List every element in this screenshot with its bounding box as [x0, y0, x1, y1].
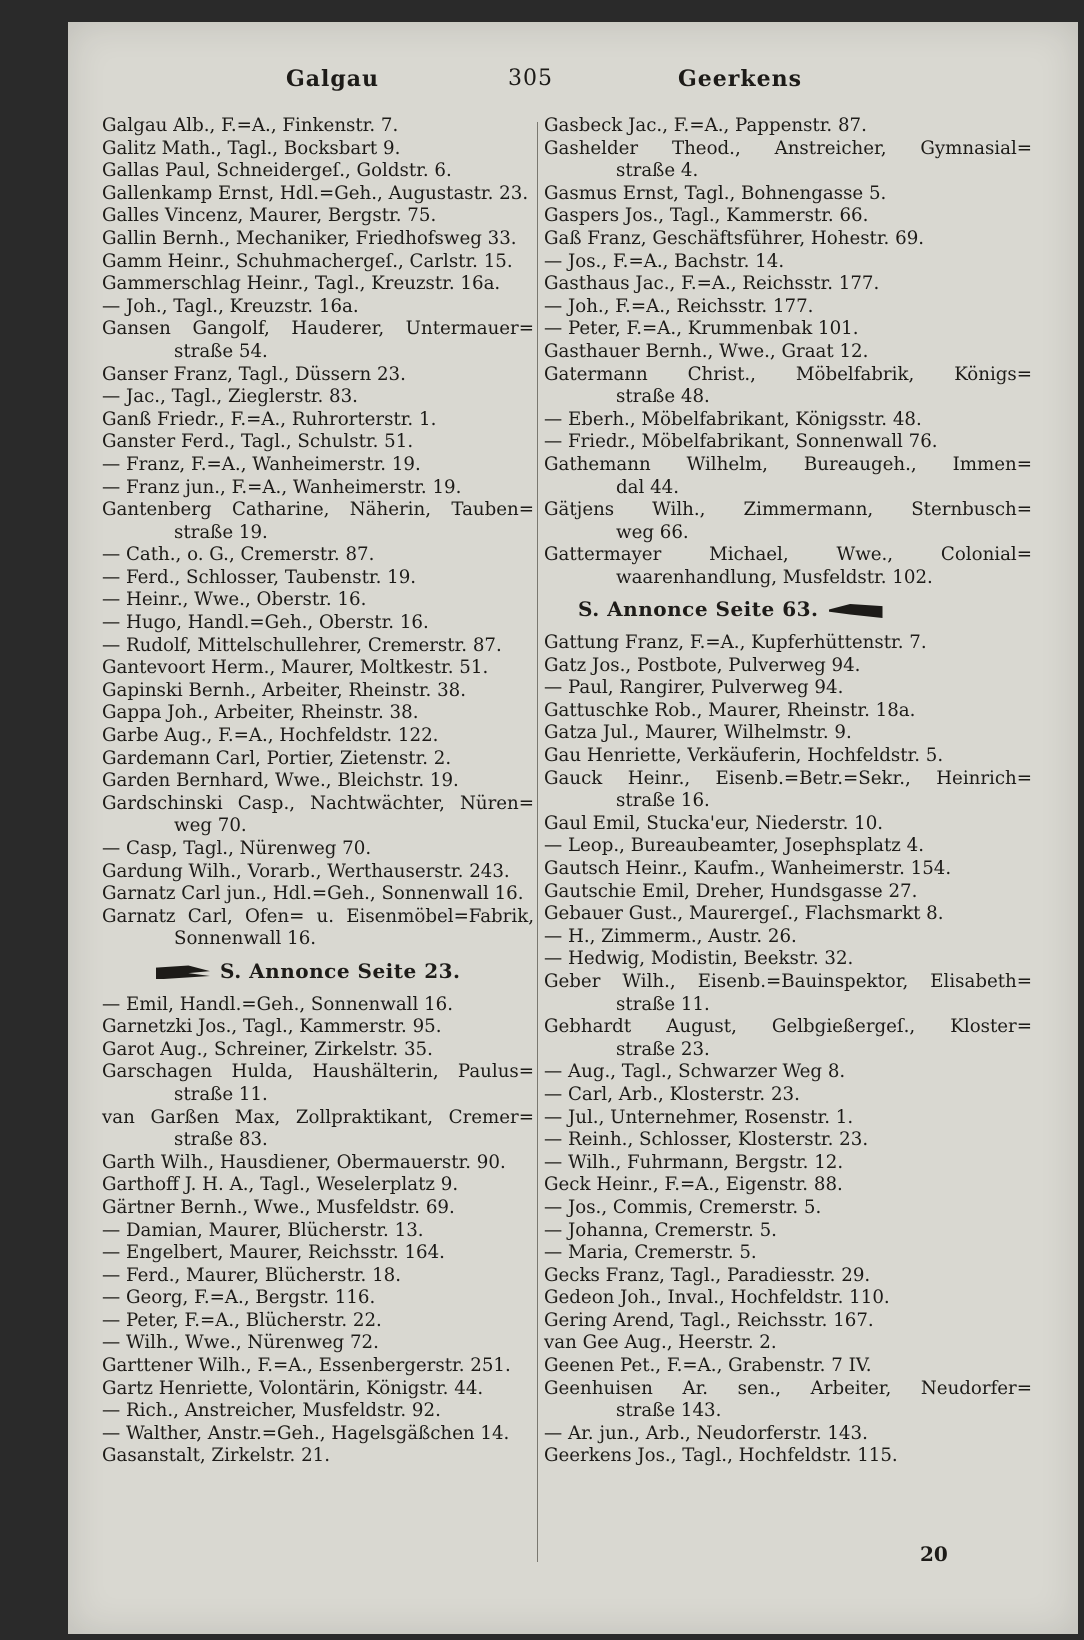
directory-entry: Garden Bernhard, Wwe., Bleichstr. 19.: [102, 770, 459, 792]
directory-entry: — Paul, Rangirer, Pulverweg 94.: [544, 677, 844, 699]
directory-entry: Gätjens Wilh., Zimmermann, Sternbusch=: [544, 499, 1032, 521]
directory-entry: van Garßen Max, Zollpraktikant, Cremer=: [102, 1106, 534, 1128]
directory-entry: — Rich., Anstreicher, Musfeldstr. 92.: [102, 1400, 441, 1422]
directory-entry: — Georg, F.=A., Bergstr. 116.: [102, 1287, 376, 1309]
directory-entry: — Ferd., Schlosser, Taubenstr. 19.: [102, 566, 417, 588]
right-annonce-text: S. Annonce Seite 63.: [578, 597, 819, 622]
footer-page-number: 20: [920, 1542, 948, 1566]
directory-entry-continuation: weg 70.: [174, 815, 247, 837]
directory-entry: — Rudolf, Mittelschullehrer, Cremerstr. 87.: [102, 634, 502, 656]
right-entries-after: [544, 632, 1032, 1468]
directory-entry: Garnatz Carl, Ofen= u. Eisenmöbel=Fabrik,: [102, 905, 534, 927]
directory-entry: — Ferd., Maurer, Blücherstr. 18.: [102, 1264, 402, 1286]
directory-entry: Gathemann Wilhelm, Bureaugeh., Immen=: [544, 453, 1032, 475]
directory-entry: Gardemann Carl, Portier, Zietenstr. 2.: [102, 747, 452, 769]
directory-entry: — Franz jun., F.=A., Wanheimerstr. 19.: [102, 476, 462, 498]
directory-entry: Gappa Joh., Arbeiter, Rheinstr. 38.: [102, 702, 419, 724]
header-page-number: 305: [508, 66, 553, 91]
directory-entry-continuation: straße 23.: [616, 1038, 710, 1060]
directory-entry: Gebhardt August, Gelbgießergeſ., Kloster=: [544, 1016, 1032, 1038]
directory-entry: — Peter, F.=A., Blücherstr. 22.: [102, 1309, 382, 1331]
directory-entry: — Peter, F.=A., Krummenbak 101.: [544, 318, 859, 340]
left-entries-before: [102, 115, 534, 951]
directory-entry: Garttener Wilh., F.=A., Essenbergerstr. 251.: [102, 1355, 511, 1377]
pointing-hand-icon: [829, 604, 883, 618]
right-annonce-note: [544, 598, 1032, 621]
directory-entry: Gaß Franz, Geschäftsführer, Hohestr. 69.: [544, 227, 925, 249]
right-column: [544, 115, 1032, 1468]
directory-entry: Gasthauer Bernh., Wwe., Graat 12.: [544, 340, 869, 362]
left-entries-after: [102, 994, 534, 1468]
directory-entry: Gasbeck Jac., F.=A., Pappenstr. 87.: [544, 115, 867, 136]
directory-entry-continuation: straße 83.: [174, 1129, 268, 1151]
directory-entry: — Ar. jun., Arb., Neudorferstr. 143.: [544, 1422, 868, 1444]
directory-entry: — Johanna, Cremerstr. 5.: [544, 1219, 777, 1241]
column-divider: [537, 122, 538, 1562]
directory-entry: Geenhuisen Ar. sen., Arbeiter, Neudorfer=: [544, 1377, 1032, 1399]
directory-entry-continuation: straße 48.: [616, 386, 710, 408]
directory-entry: Geenen Pet., F.=A., Grabenstr. 7 IV.: [544, 1355, 872, 1377]
directory-entry: — Casp, Tagl., Nürenweg 70.: [102, 838, 372, 859]
directory-entry: Gardschinski Casp., Nachtwächter, Nüren=: [102, 792, 534, 814]
directory-entry: — Jos., Commis, Cremerstr. 5.: [544, 1196, 822, 1218]
directory-entry: — Leop., Bureaubeamter, Josephsplatz 4.: [544, 835, 925, 857]
directory-entry: Garth Wilh., Hausdiener, Obermauerstr. 90.: [102, 1151, 506, 1173]
directory-entry: Gammerschlag Heinr., Tagl., Kreuzstr. 16a.: [102, 273, 501, 295]
directory-entry: Gärtner Bernh., Wwe., Musfeldstr. 69.: [102, 1196, 455, 1218]
directory-entry: Gau Henriette, Verkäuferin, Hochfeldstr. 5.: [544, 745, 944, 767]
directory-entry: Gallin Bernh., Mechaniker, Friedhofsweg 33.: [102, 227, 517, 249]
directory-entry-continuation: straße 4.: [616, 160, 699, 182]
directory-entry: Gautsch Heinr., Kaufm., Wanheimerstr. 154.: [544, 858, 952, 879]
directory-entry-continuation: waarenhandlung, Musfeldstr. 102.: [616, 566, 933, 588]
left-column: [102, 115, 534, 1468]
directory-entry: — Cath., o. G., Cremerstr. 87.: [102, 544, 375, 566]
directory-entry: — Wilh., Wwe., Nürenweg 72.: [102, 1332, 379, 1354]
left-annonce-text: S. Annonce Seite 23.: [220, 958, 461, 983]
directory-entry: Gatermann Christ., Möbelfabrik, Königs=: [544, 363, 1032, 385]
directory-page: [68, 22, 1078, 1634]
directory-entry: Gebauer Gust., Maurergeſ., Flachsmarkt 8.: [544, 903, 944, 925]
directory-entry: Gaul Emil, Stucka'eur, Niederstr. 10.: [544, 812, 884, 834]
directory-entry: Gattermayer Michael, Wwe., Colonial=: [544, 544, 1032, 566]
directory-entry-continuation: straße 11.: [174, 1083, 268, 1105]
directory-entry-continuation: straße 54.: [174, 340, 268, 362]
directory-entry: Garthoff J. H. A., Tagl., Weselerplatz 9.: [102, 1174, 459, 1196]
directory-entry: Gering Arend, Tagl., Reichsstr. 167.: [544, 1309, 874, 1331]
directory-entry: — Reinh., Schlosser, Klosterstr. 23.: [544, 1129, 869, 1151]
directory-entry: Gecks Franz, Tagl., Paradiesstr. 29.: [544, 1264, 871, 1286]
directory-entry: Gardung Wilh., Vorarb., Werthauserstr. 243.: [102, 860, 510, 882]
directory-entry: — Jac., Tagl., Zieglerstr. 83.: [102, 386, 358, 408]
directory-entry: — Eberh., Möbelfabrikant, Königsstr. 48.: [544, 408, 922, 430]
directory-entry: Gattung Franz, F.=A., Kupferhüttenstr. 7.: [544, 632, 927, 654]
directory-entry: — Joh., F.=A., Reichsstr. 177.: [544, 295, 814, 317]
directory-entry: Gantenberg Catharine, Näherin, Tauben=: [102, 499, 534, 521]
directory-entry: Gauck Heinr., Eisenb.=Betr.=Sekr., Heinrich=: [544, 767, 1032, 789]
directory-entry: Garnatz Carl jun., Hdl.=Geh., Sonnenwall 16.: [102, 883, 524, 905]
directory-entry: — H., Zimmerm., Austr. 26.: [544, 925, 797, 947]
directory-entry: Garot Aug., Schreiner, Zirkelstr. 35.: [102, 1038, 433, 1060]
directory-entry: Gallenkamp Ernst, Hdl.=Geh., Augustastr. 23.: [102, 182, 529, 204]
directory-entry-continuation: Sonnenwall 16.: [174, 928, 317, 950]
header-first-name: Galgau: [286, 66, 380, 92]
directory-entry: — Maria, Cremerstr. 5.: [544, 1242, 757, 1264]
pointing-hand-icon: [156, 965, 210, 979]
directory-entry: Gasthaus Jac., F.=A., Reichsstr. 177.: [544, 273, 880, 295]
directory-entry: — Engelbert, Maurer, Reichsstr. 164.: [102, 1242, 445, 1264]
directory-entry-continuation: straße 19.: [174, 521, 268, 543]
directory-entry: Gartz Henriette, Volontärin, Königstr. 44.: [102, 1377, 484, 1399]
directory-entry: Geerkens Jos., Tagl., Hochfeldstr. 115.: [544, 1445, 898, 1467]
directory-entry: — Heinr., Wwe., Oberstr. 16.: [102, 589, 367, 611]
directory-entry-continuation: straße 143.: [616, 1400, 722, 1422]
directory-entry: — Emil, Handl.=Geh., Sonnenwall 16.: [102, 993, 453, 1015]
directory-entry: — Friedr., Möbelfabrikant, Sonnenwall 76.: [544, 431, 938, 453]
directory-entry: Gaspers Jos., Tagl., Kammerstr. 66.: [544, 205, 869, 227]
header-last-name: Geerkens: [678, 66, 802, 92]
directory-entry: Gasmus Ernst, Tagl., Bohnengasse 5.: [544, 182, 887, 204]
directory-entry: Gansen Gangolf, Hauderer, Untermauer=: [102, 318, 534, 340]
directory-entry: Ganß Friedr., F.=A., Ruhrorterstr. 1.: [102, 408, 437, 430]
directory-entry: Gashelder Theod., Anstreicher, Gymnasial=: [544, 137, 1032, 159]
directory-entry-continuation: dal 44.: [616, 476, 680, 498]
directory-entry: Gattuschke Rob., Maurer, Rheinstr. 18a.: [544, 699, 916, 721]
directory-entry: — Joh., Tagl., Kreuzstr. 16a.: [102, 295, 359, 317]
directory-entry: — Hedwig, Modistin, Beekstr. 32.: [544, 948, 854, 970]
directory-entry-continuation: straße 16.: [616, 790, 710, 812]
directory-entry: Gamm Heinr., Schuhmachergeſ., Carlstr. 15.: [102, 250, 513, 272]
directory-entry: Gatza Jul., Maurer, Wilhelmstr. 9.: [544, 722, 852, 744]
directory-entry-continuation: weg 66.: [616, 521, 689, 543]
directory-entry-continuation: straße 11.: [616, 993, 710, 1015]
directory-entry: Gautschie Emil, Dreher, Hundsgasse 27.: [544, 880, 918, 902]
right-entries-before: [544, 115, 1032, 589]
directory-entry: — Carl, Arb., Klosterstr. 23.: [544, 1083, 800, 1105]
directory-entry: — Aug., Tagl., Schwarzer Weg 8.: [544, 1061, 846, 1083]
directory-entry: — Jul., Unternehmer, Rosenstr. 1.: [544, 1106, 854, 1128]
directory-entry: Galgau Alb., F.=A., Finkenstr. 7.: [102, 115, 399, 136]
directory-entry: van Gee Aug., Heerstr. 2.: [544, 1332, 777, 1354]
directory-entry: Ganster Ferd., Tagl., Schulstr. 51.: [102, 431, 414, 453]
directory-entry: Galles Vincenz, Maurer, Bergstr. 75.: [102, 205, 437, 227]
directory-entry: — Walther, Anstr.=Geh., Hagelsgäßchen 14.: [102, 1422, 510, 1444]
directory-entry: — Jos., F.=A., Bachstr. 14.: [544, 250, 785, 272]
directory-entry: Gatz Jos., Postbote, Pulverweg 94.: [544, 654, 861, 676]
directory-entry: — Damian, Maurer, Blücherstr. 13.: [102, 1219, 424, 1241]
directory-entry: Gallas Paul, Schneidergeſ., Goldstr. 6.: [102, 160, 452, 182]
directory-entry: Ganser Franz, Tagl., Düssern 23.: [102, 363, 406, 385]
directory-entry: Galitz Math., Tagl., Bocksbart 9.: [102, 137, 401, 159]
directory-entry: Gapinski Bernh., Arbeiter, Rheinstr. 38.: [102, 679, 466, 701]
directory-entry: Gantevoort Herm., Maurer, Moltkestr. 51.: [102, 657, 489, 679]
directory-entry: Geber Wilh., Eisenb.=Bauinspektor, Elisabeth=: [544, 970, 1032, 992]
directory-entry: — Franz, F.=A., Wanheimerstr. 19.: [102, 453, 421, 475]
directory-entry: Gasanstalt, Zirkelstr. 21.: [102, 1445, 331, 1467]
directory-entry: — Hugo, Handl.=Geh., Oberstr. 16.: [102, 612, 429, 634]
directory-entry: Geck Heinr., F.=A., Eigenstr. 88.: [544, 1174, 843, 1196]
directory-entry: Garschagen Hulda, Haushälterin, Paulus=: [102, 1061, 534, 1083]
directory-entry: Gedeon Joh., Inval., Hochfeldstr. 110.: [544, 1287, 890, 1309]
directory-entry: Garnetzki Jos., Tagl., Kammerstr. 95.: [102, 1016, 442, 1038]
left-annonce-note: [102, 960, 534, 983]
directory-entry: — Wilh., Fuhrmann, Bergstr. 12.: [544, 1151, 844, 1173]
directory-entry: Garbe Aug., F.=A., Hochfeldstr. 122.: [102, 725, 439, 747]
